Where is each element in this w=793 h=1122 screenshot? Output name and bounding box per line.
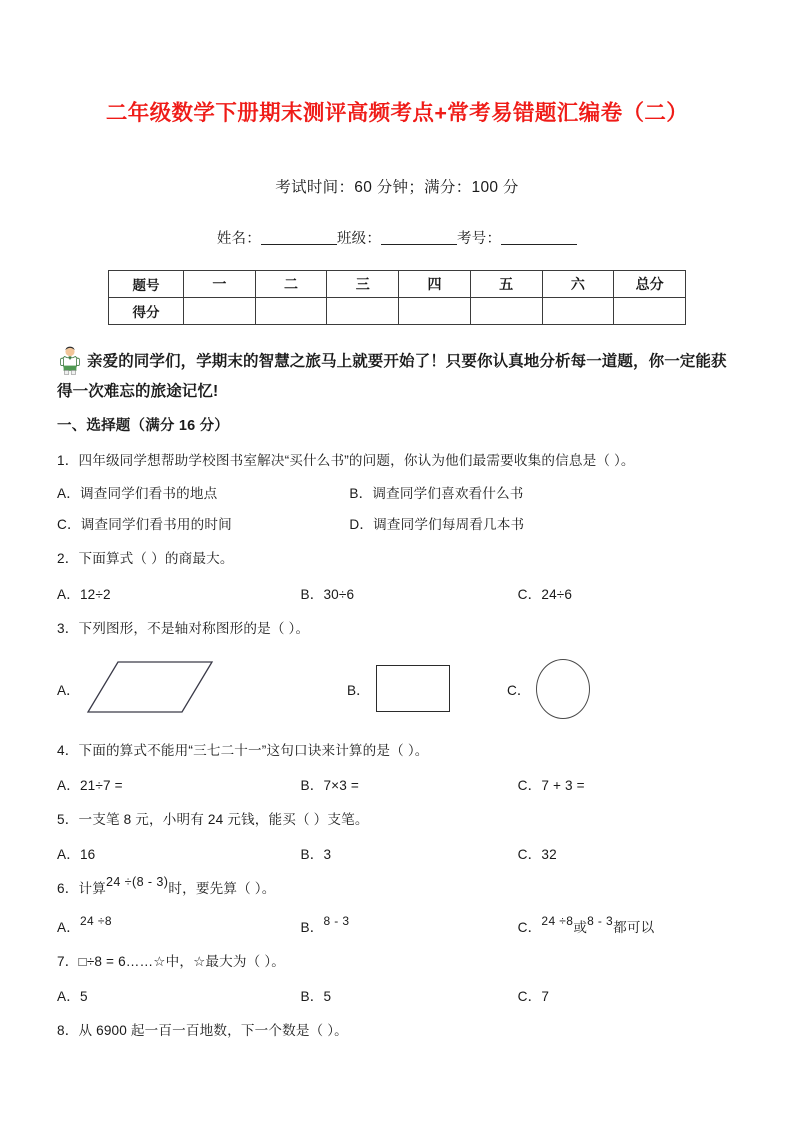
question-6-stem-prefix: 6．计算 [57,880,106,896]
question-3-options [57,653,737,725]
question-7-options [57,985,737,1005]
exam-info-line: 考试时间：60 分钟；满分：100 分 [275,178,519,196]
student-mascot-icon [57,345,83,375]
question-5-option-c[interactable]: C．32 [517,846,557,862]
section-heading-choice: 一、选择题（满分 16 分） [57,418,229,435]
greeting-text: 亲爱的同学们，学期末的智慧之旅马上就要开始了！只要你认真地分析每一道题，你一定能获得一次难忘的旅途记忆! [57,352,727,401]
name-blank[interactable] [261,230,337,245]
class-blank[interactable] [381,230,457,245]
exam-no-blank[interactable] [501,230,577,245]
question-2-option-a[interactable]: A．12÷2 [57,586,111,602]
score-cell-2[interactable] [255,297,327,324]
column-header-2: 二 [255,270,327,297]
question-4-option-c[interactable]: C．7 + 3 = [517,777,585,793]
exam-no-label: 考号： [457,230,502,247]
column-header-3: 三 [327,270,399,297]
rectangle-shape-icon [376,665,450,712]
column-header-5: 五 [470,270,542,297]
score-cell-1[interactable] [184,297,256,324]
question-4-options [57,774,737,794]
question-1-option-d[interactable]: D．调查同学们每周看几本书 [349,517,525,533]
question-6-option-c-connector: 或 [573,920,588,936]
row-label-question-no: 题号 [109,270,184,297]
question-1-option-c[interactable]: C．调查同学们看书用的时间 [57,517,232,533]
question-7-option-b[interactable]: B．5 [300,989,332,1005]
question-2-stem: 2．下面算式（ ）的商最大。 [57,551,234,567]
question-6-option-a-expression: 24 ÷8 [79,914,112,929]
question-3-option-a-label: A． [57,682,80,698]
column-header-6: 六 [542,270,614,297]
name-label: 姓名： [216,230,261,247]
question-2-option-c[interactable]: C．24÷6 [517,586,573,602]
question-6-option-b-expression: 8 - 3 [323,914,350,929]
question-7-option-c[interactable]: C．7 [517,989,550,1005]
question-6-option-b-label: B． [300,920,324,936]
row-label-score: 得分 [109,297,184,324]
class-label: 班级： [336,230,382,247]
question-6-option-c-tail: 都可以 [613,920,655,936]
question-1-option-b[interactable]: B．调查同学们喜欢看什么书 [349,486,524,502]
question-3-option-c[interactable] [507,653,590,725]
column-header-4: 四 [399,270,471,297]
question-2-options [57,583,737,603]
question-3-option-c-label: C． [507,682,531,698]
score-cell-6[interactable] [542,297,614,324]
student-id-line [57,227,737,248]
question-1-option-a[interactable]: A．调查同学们看书的地点 [57,486,218,502]
question-4-stem: 4．下面的算式不能用“三七二十一”这句口诀来计算的是（ ）。 [57,742,429,758]
question-6-stem-suffix: 时，要先算（ ）。 [168,880,276,896]
question-3-option-b-label: B． [347,682,370,698]
page-content [57,100,737,1041]
parallelogram-shape-icon [86,656,218,721]
score-cell-total[interactable] [614,297,686,324]
question-8-stem: 8．从 6900 起一百一百地数，下一个数是（ ）。 [57,1023,348,1039]
question-7-option-a[interactable]: A．5 [57,989,88,1005]
question-6-option-a[interactable] [57,916,301,936]
question-6-option-b[interactable] [301,916,518,936]
question-6-option-c-expression-2: 8 - 3 [587,914,614,929]
question-1-options-row-1 [57,482,737,502]
question-2-option-b[interactable]: B．30÷6 [300,586,355,602]
question-6-options [57,916,737,936]
question-6-option-c[interactable] [518,916,737,936]
question-5-option-b[interactable]: B．3 [300,846,332,862]
table-row-scores [109,297,686,324]
question-6-option-c-expression-1: 24 ÷8 [541,914,574,929]
question-5-options [57,843,737,863]
question-7-stem: 7．□÷8 = 6……☆中，☆最大为（ ）。 [57,954,286,970]
column-header-total: 总分 [614,270,686,297]
question-1-stem: 1．四年级同学想帮助学校图书室解决“买什么书”的问题，你认为他们最需要收集的信息是（ ）。 [57,453,635,469]
question-6-stem-expression: 24 ÷(8 - 3) [105,874,169,889]
page-title: 二年级数学下册期末测评高频考点+常考易错题汇编卷（二） [105,101,689,125]
question-5-option-a[interactable]: A．16 [57,846,96,862]
question-4-option-b[interactable]: B．7×3 = [300,777,359,793]
circle-shape-icon [536,659,590,719]
score-cell-4[interactable] [399,297,471,324]
column-header-1: 一 [184,270,256,297]
table-row-question-numbers [109,270,686,297]
question-3-option-b[interactable] [347,653,507,725]
score-table [108,270,686,325]
question-6-stem [57,874,737,900]
question-4-option-a[interactable]: A．21÷7 = [57,777,123,793]
question-6-option-c-label: C． [517,920,542,936]
greeting-message [57,345,737,407]
score-table-wrapper [57,270,737,325]
question-5-stem: 5．一支笔 8 元，小明有 24 元钱，能买（ ）支笔。 [57,811,369,827]
question-3-option-a[interactable] [57,653,347,725]
question-6-option-a-label: A． [57,920,80,936]
score-cell-3[interactable] [327,297,399,324]
score-cell-5[interactable] [470,297,542,324]
question-3-stem: 3．下列图形，不是轴对称图形的是（ ）。 [57,620,310,636]
question-1-options-row-2 [57,513,737,533]
question-1-options [57,482,737,533]
